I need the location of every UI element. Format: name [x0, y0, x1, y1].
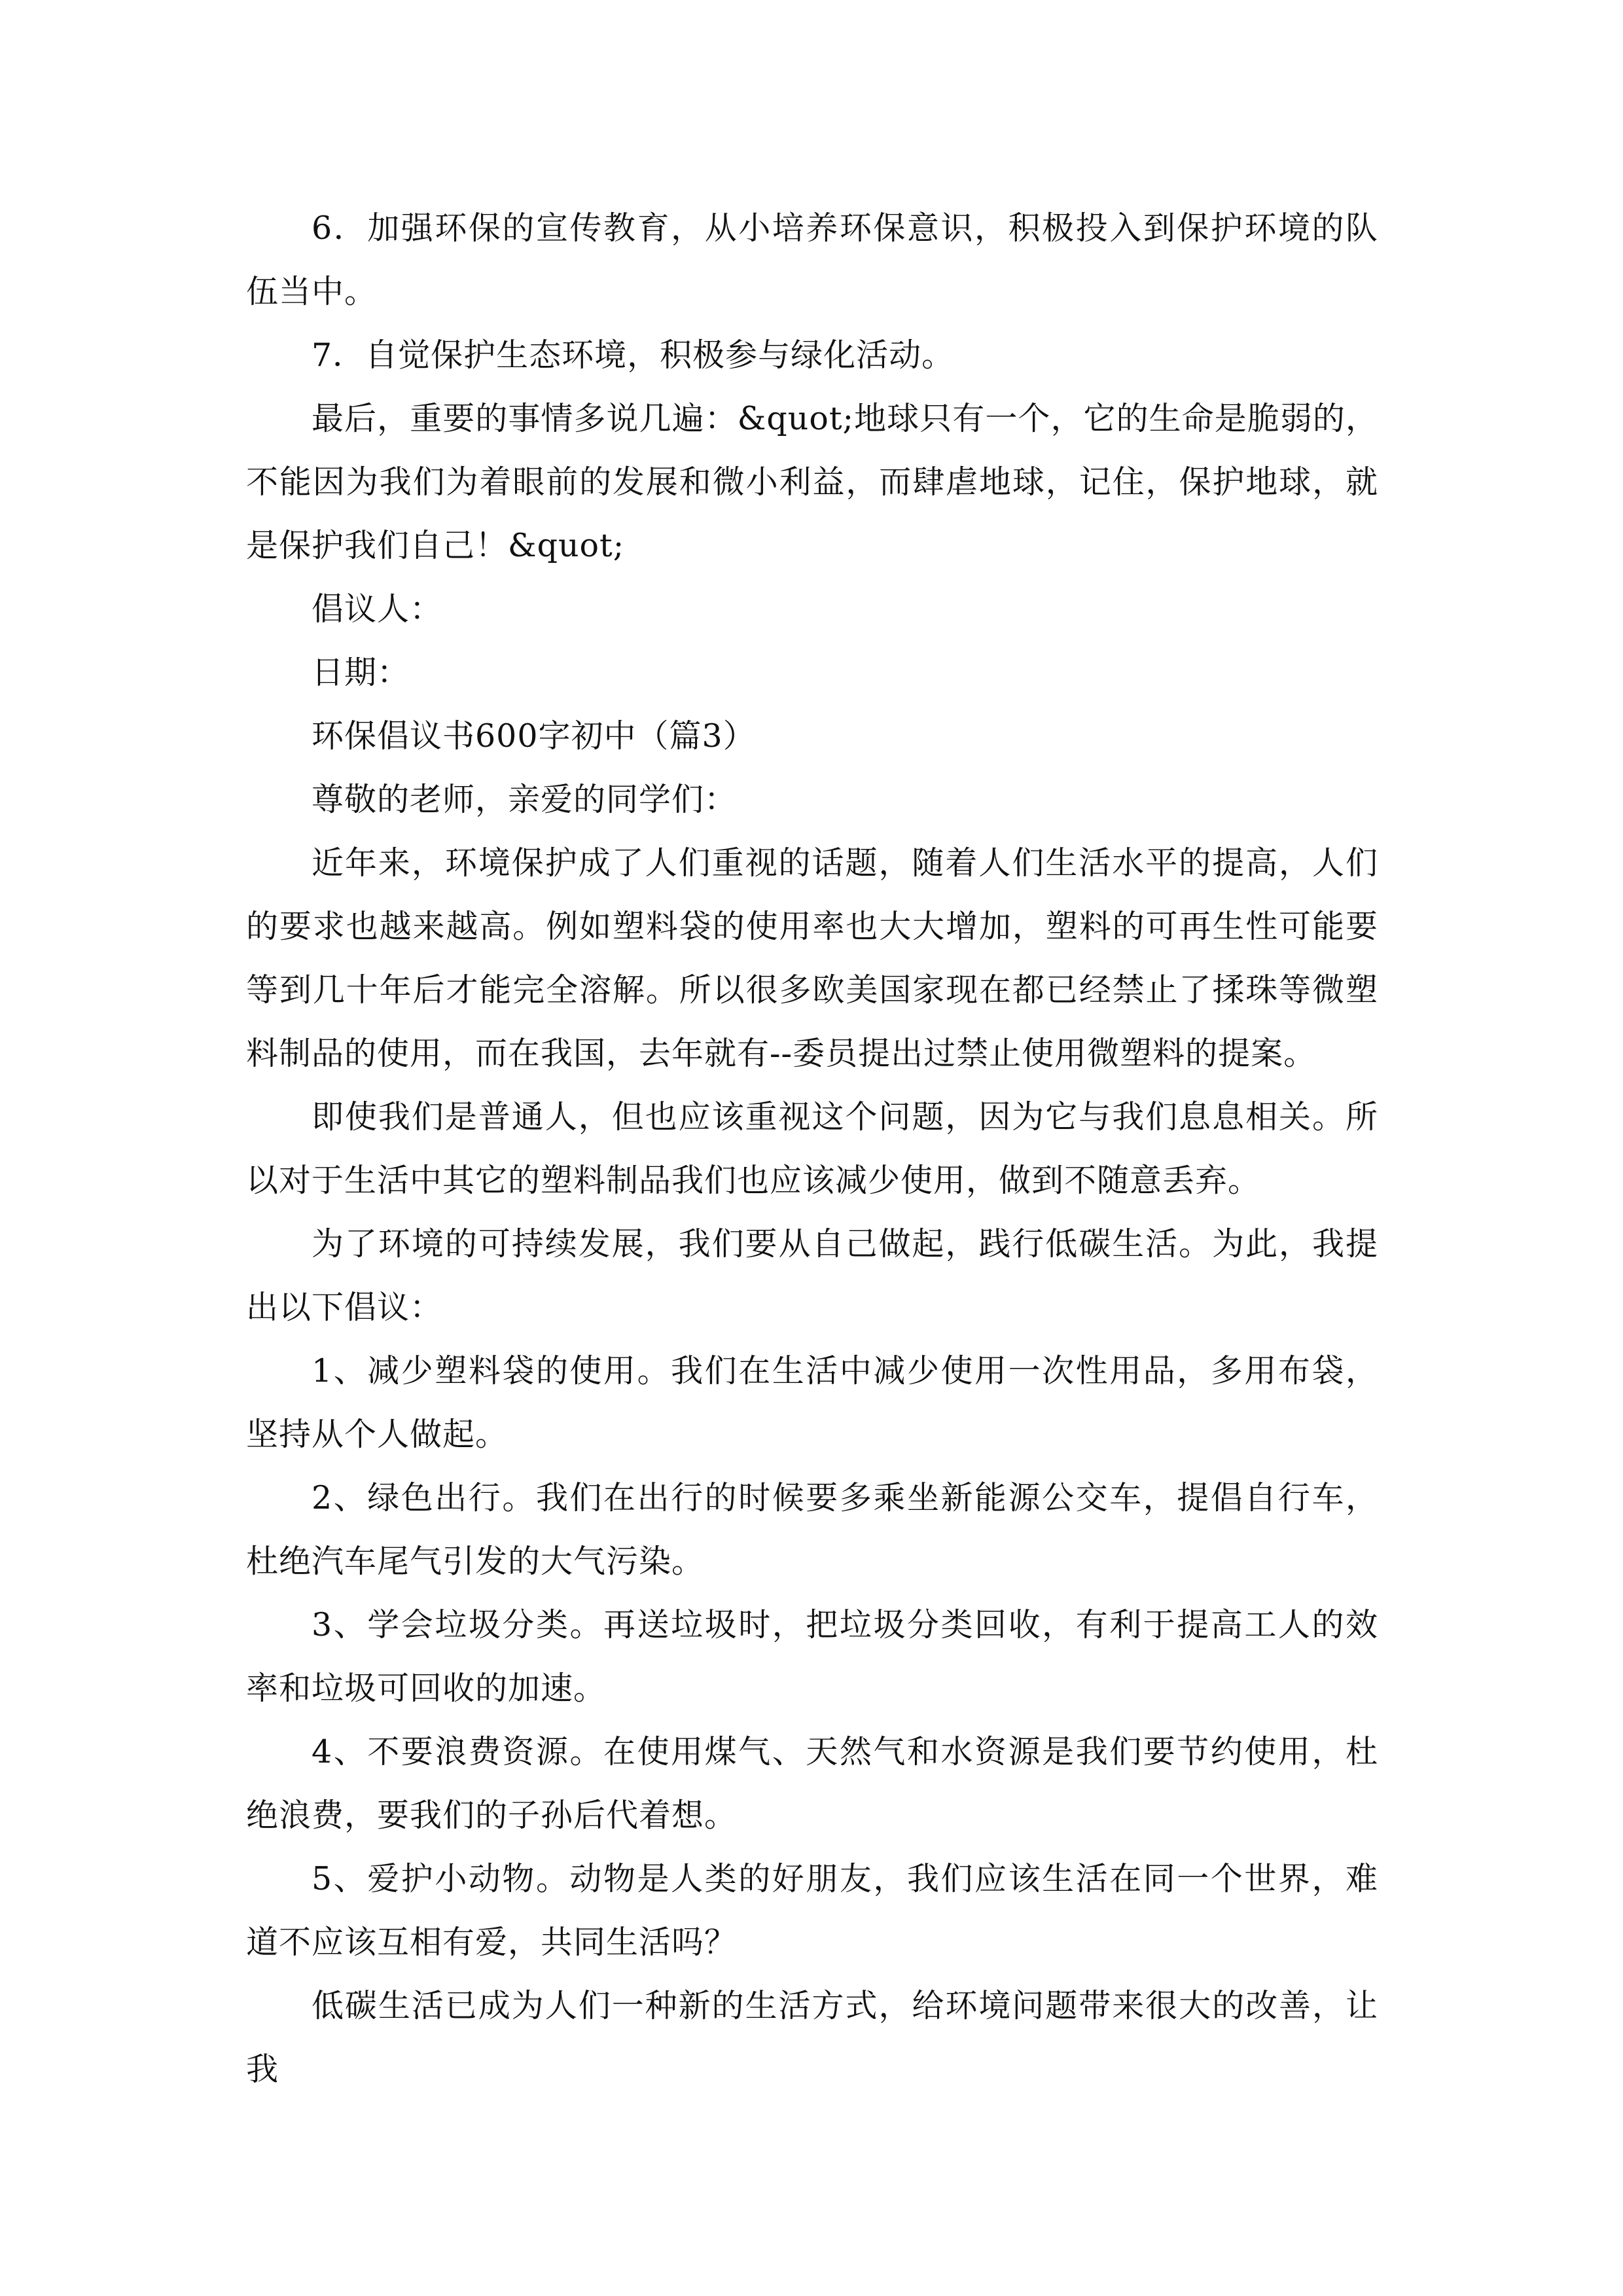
- initiator-label: 倡议人：: [312, 590, 443, 628]
- closing-paragraph: 最后，重要的事情多说几遍：&quot;地球只有一个，它的生命是脆弱的，不能因为我们为着眼前的发展和微小利益，而肆虐地球，记住，保护地球，就是保护我们自己！&quot;: [246, 400, 1378, 564]
- proposal-item-4: 4、不要浪费资源。在使用煤气、天然气和水资源是我们要节约使用，杜绝浪费，要我们的子孙后代着想。: [246, 1733, 1378, 1834]
- date-label: 日期：: [312, 654, 410, 691]
- body-paragraph: 为了环境的可持续发展，我们要从自己做起，践行低碳生活。为此，我提出以下倡议：: [246, 1225, 1378, 1326]
- proposal-item-5: 5、爱护小动物。动物是人类的好朋友，我们应该生活在同一个世界，难道不应该互相有爱，共同生活吗？: [246, 1860, 1378, 1961]
- paragraph-item-6: 6．加强环保的宣传教育，从小培养环保意识，积极投入到保护环境的队伍当中。: [246, 209, 1378, 310]
- body-paragraph: 低碳生活已成为人们一种新的生活方式，给环境问题带来很大的改善，让我: [246, 1987, 1378, 2088]
- section-title: 环保倡议书600字初中（篇3）: [312, 717, 756, 755]
- document-body: [246, 196, 1378, 2101]
- body-paragraph: 近年来，环境保护成了人们重视的话题，随着人们生活水平的提高，人们的要求也越来越高。例如塑料袋的使用率也大大增加，塑料的可再生性可能要等到几十年后才能完全溶解。所以很多欧美国家现在都已经禁止了揉珠等微塑料制品的使用，而在我国，去年就有--委员提出过禁止使用微塑料的提案。: [246, 844, 1378, 1072]
- proposal-item-1: 1、减少塑料袋的使用。我们在生活中减少使用一次性用品，多用布袋，坚持从个人做起。: [246, 1352, 1378, 1453]
- paragraph-item-7: 7．自觉保护生态环境，积极参与绿化活动。: [312, 336, 955, 374]
- proposal-item-3: 3、学会垃圾分类。再送垃圾时，把垃圾分类回收，有利于提高工人的效率和垃圾可回收的加速。: [246, 1606, 1378, 1707]
- body-paragraph: 即使我们是普通人，但也应该重视这个问题，因为它与我们息息相关。所以对于生活中其它的塑料制品我们也应该减少使用，做到不随意丢弃。: [246, 1098, 1378, 1199]
- salutation: 尊敬的老师，亲爱的同学们：: [312, 781, 738, 818]
- proposal-item-2: 2、绿色出行。我们在出行的时候要多乘坐新能源公交车，提倡自行车，杜绝汽车尾气引发的大气污染。: [246, 1479, 1378, 1580]
